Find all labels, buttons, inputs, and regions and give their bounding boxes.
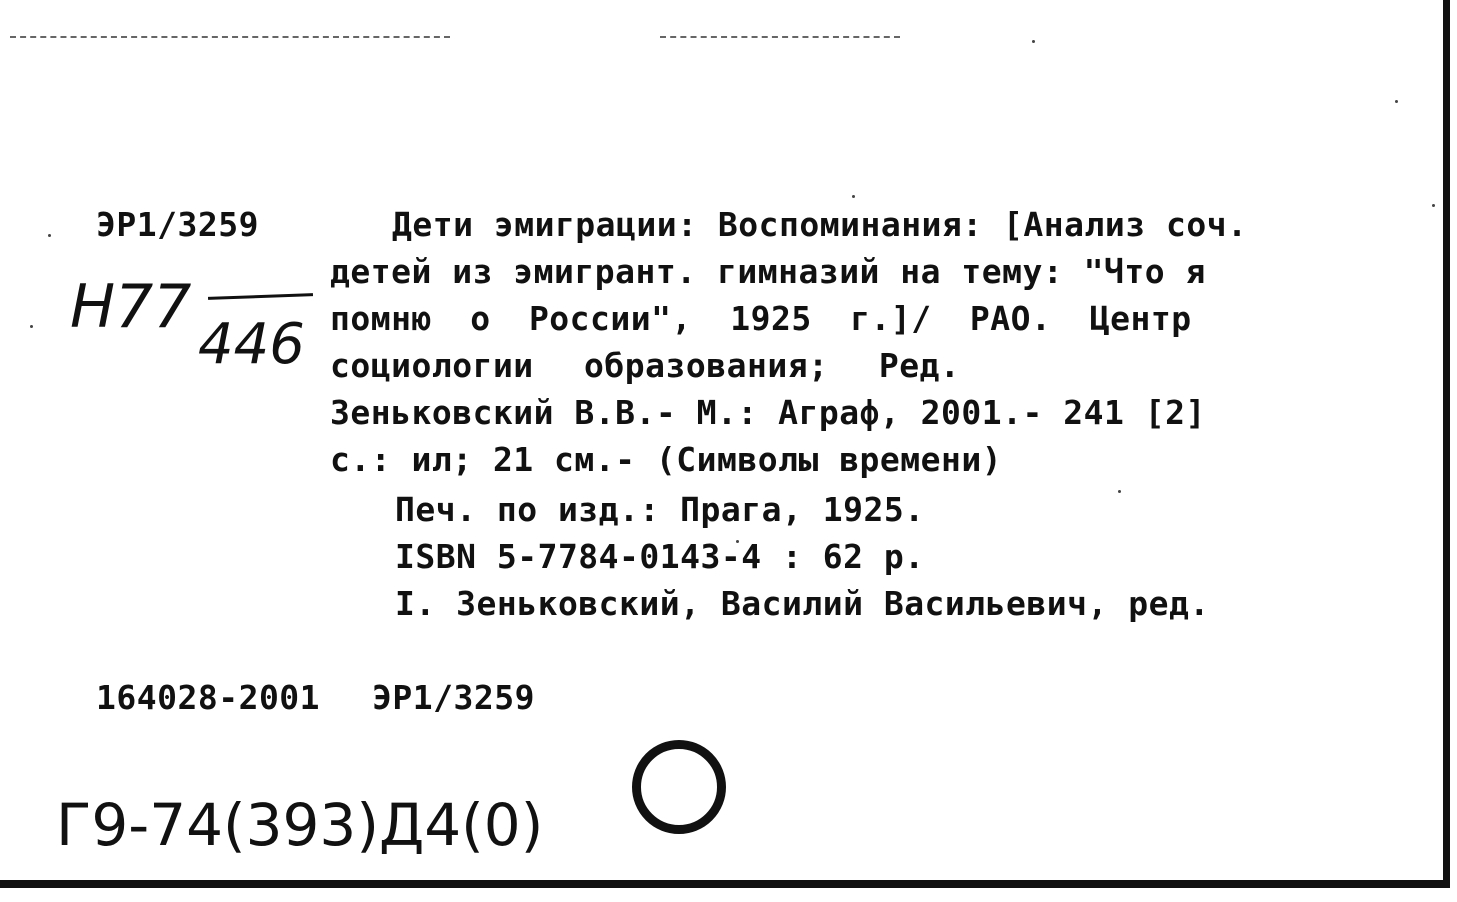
shelf-mark: ЭР1/3259 (96, 205, 259, 244)
scan-artifact-line (660, 36, 900, 38)
scan-speck (48, 234, 51, 237)
scan-speck (1395, 100, 1398, 103)
scan-speck (30, 325, 33, 328)
handwritten-classification: Г9-74(393)Д4(0) (56, 791, 544, 859)
note-line: I. Зеньковский, Василий Васильевич, ред. (395, 584, 1210, 623)
scan-speck (1118, 490, 1121, 493)
title-line: детей из эмигрант. гимназий на тему: "Что я (330, 252, 1206, 291)
punch-hole (632, 740, 726, 834)
scan-speck (852, 195, 855, 198)
title-line: Дети эмиграции: Воспоминания: [Анализ соч. (392, 205, 1248, 244)
title-line: с.: ил; 21 см.- (Символы времени) (330, 440, 1003, 479)
card-border-bottom (0, 880, 1450, 888)
handwritten-code-main: H77 (70, 272, 192, 342)
handwritten-fraction-line (208, 293, 313, 300)
card-border-right (1443, 0, 1450, 888)
title-line: помню о России", 1925 г.]/ РАО. Центр (330, 299, 1192, 338)
note-line: ISBN 5-7784-0143-4 : 62 р. (395, 537, 925, 576)
title-line: Зеньковский В.В.- М.: Аграф, 2001.- 241 [2] (330, 393, 1206, 432)
scan-artifact-line (10, 36, 450, 38)
footer-shelf-mark: ЭР1/3259 (372, 678, 535, 717)
inventory-number: 164028-2001 (96, 678, 321, 717)
scan-speck (1032, 40, 1035, 43)
note-line: Печ. по изд.: Прага, 1925. (395, 490, 925, 529)
handwritten-code-sub: 446 (198, 312, 305, 377)
title-line: социологии образования; Ред. (330, 346, 961, 385)
scan-speck (1432, 204, 1435, 207)
